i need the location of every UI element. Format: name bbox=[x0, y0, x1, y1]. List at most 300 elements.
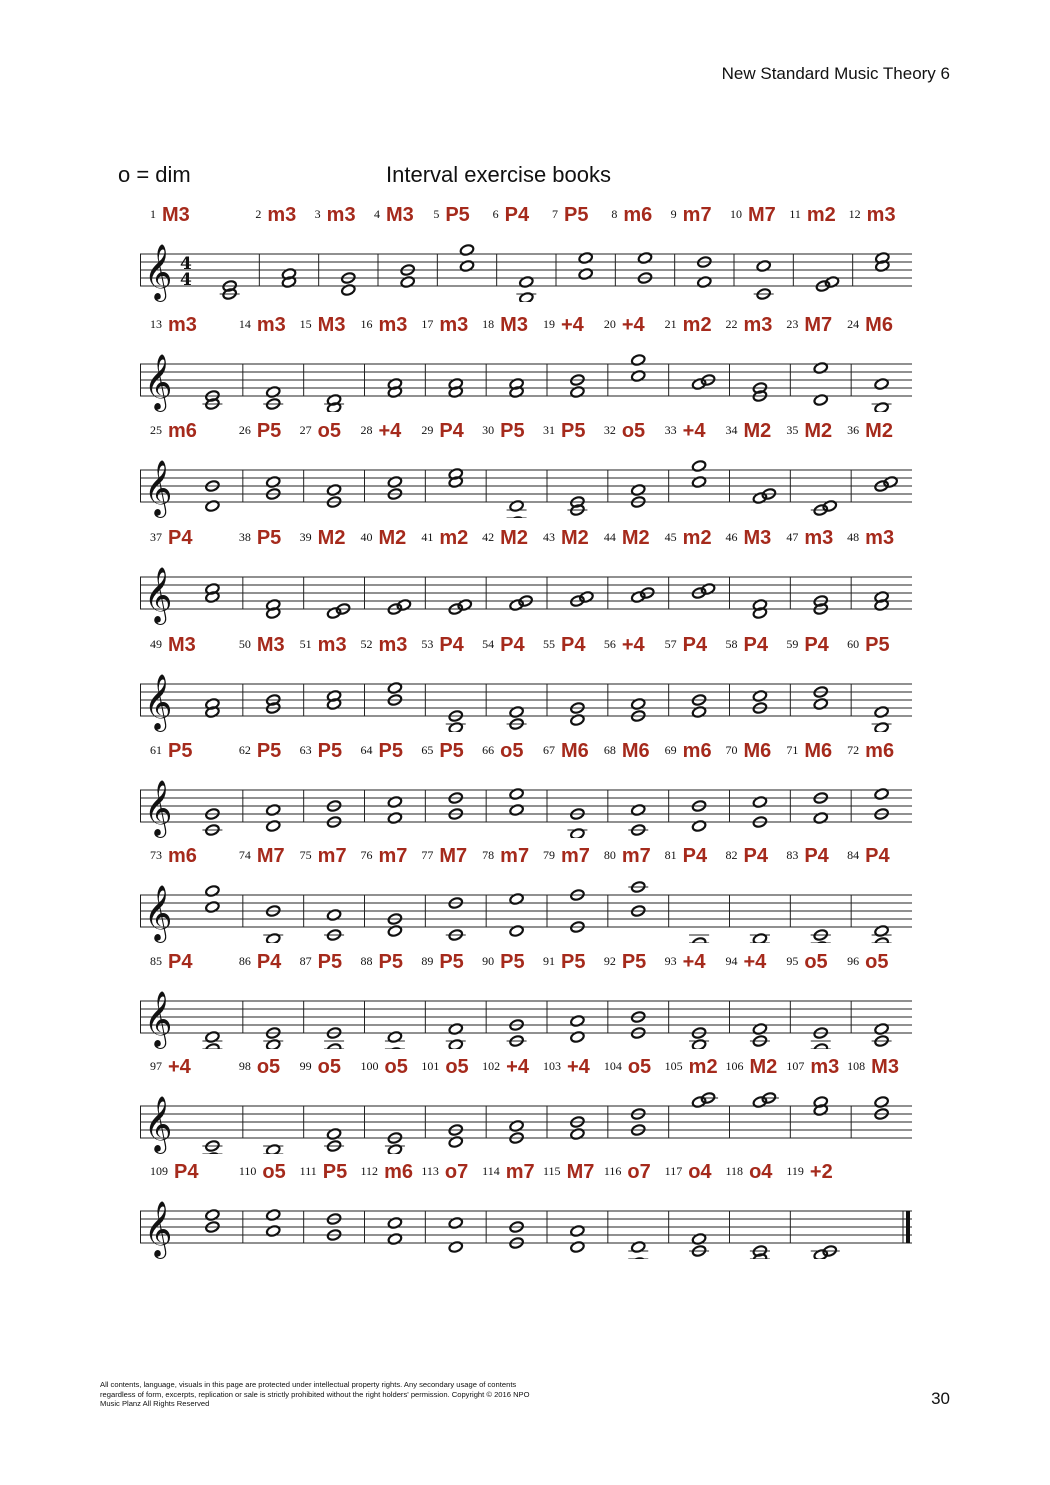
interval-label: P5 bbox=[621, 951, 647, 973]
measure-number: 97 bbox=[150, 1059, 162, 1073]
interval-label: M2 bbox=[378, 527, 407, 549]
measure-number: 66 bbox=[482, 743, 495, 757]
interval-label: m2 bbox=[682, 527, 712, 549]
interval-notes bbox=[752, 796, 767, 829]
interval-label: P4 bbox=[804, 634, 829, 656]
measure-label bbox=[847, 420, 893, 443]
measure-label bbox=[847, 634, 889, 657]
measure-label bbox=[786, 527, 833, 550]
interval-notes bbox=[750, 933, 770, 943]
interval-label: m7 bbox=[378, 845, 408, 867]
interval-label: +4 bbox=[743, 951, 767, 973]
whole-note bbox=[874, 722, 889, 732]
staff-system bbox=[140, 951, 912, 1049]
measure-number: 69 bbox=[664, 743, 677, 757]
measure-number: 65 bbox=[421, 743, 434, 757]
interval-label: P4 bbox=[439, 634, 464, 656]
interval-label: m2 bbox=[806, 204, 836, 226]
measure-label bbox=[730, 204, 776, 227]
interval-notes bbox=[811, 1027, 831, 1049]
interval-notes bbox=[570, 702, 585, 727]
interval-label: P5 bbox=[439, 951, 464, 973]
measure-label bbox=[665, 1056, 718, 1079]
interval-label: P5 bbox=[564, 204, 589, 226]
measure-label bbox=[300, 740, 342, 763]
interval-label: +4 bbox=[621, 634, 645, 656]
measure-label bbox=[239, 1161, 286, 1184]
measure-label bbox=[604, 634, 645, 657]
measure-number: 35 bbox=[786, 423, 799, 437]
interval-label: m3 bbox=[168, 314, 197, 336]
measure-number: 34 bbox=[725, 423, 738, 437]
interval-label: o5 bbox=[865, 951, 889, 973]
measure-label bbox=[726, 314, 773, 337]
whole-note bbox=[326, 1043, 341, 1049]
interval-label: o5 bbox=[621, 420, 646, 442]
measure-label bbox=[665, 634, 707, 657]
interval-notes bbox=[813, 595, 828, 616]
measure-label bbox=[604, 845, 651, 868]
measure-number: 108 bbox=[847, 1059, 866, 1073]
interval-notes bbox=[459, 244, 474, 273]
page-number: 30 bbox=[931, 1389, 950, 1408]
measure-label bbox=[421, 1161, 468, 1184]
whole-note bbox=[448, 722, 463, 732]
measure-labels bbox=[140, 314, 912, 344]
measure-number: 89 bbox=[421, 954, 434, 968]
interval-notes bbox=[872, 378, 892, 412]
measure-number: 119 bbox=[786, 1164, 804, 1178]
measure-label bbox=[665, 420, 706, 443]
measure-label bbox=[726, 527, 772, 550]
measure-label bbox=[361, 420, 402, 443]
interval-label: m3 bbox=[866, 204, 896, 226]
measure-number: 41 bbox=[421, 530, 434, 544]
interval-label: +4 bbox=[378, 420, 402, 442]
interval-notes bbox=[263, 1144, 283, 1154]
interval-label: M6 bbox=[743, 740, 772, 762]
interval-notes bbox=[874, 591, 889, 612]
measure-label bbox=[300, 314, 346, 337]
measure-label bbox=[421, 420, 463, 443]
measure-label bbox=[665, 527, 712, 550]
staff bbox=[140, 770, 912, 838]
interval-notes bbox=[387, 913, 402, 938]
interval-notes bbox=[326, 603, 350, 620]
measure-label bbox=[786, 420, 832, 443]
measure-number: 86 bbox=[238, 954, 251, 968]
measure-number: 92 bbox=[603, 954, 616, 968]
measure-label bbox=[300, 634, 347, 657]
interval-label: M7 bbox=[256, 845, 285, 867]
measure-number: 31 bbox=[543, 423, 555, 437]
whole-note bbox=[752, 933, 767, 943]
interval-label: P5 bbox=[256, 420, 282, 442]
measure-label bbox=[482, 420, 524, 443]
interval-label: m7 bbox=[505, 1161, 535, 1183]
measure-number: 22 bbox=[725, 317, 738, 331]
interval-label: M2 bbox=[561, 527, 589, 549]
interval-label: M2 bbox=[500, 527, 528, 549]
interval-notes bbox=[578, 252, 593, 281]
measure-number: 84 bbox=[847, 848, 860, 862]
interval-label: +4 bbox=[621, 314, 645, 336]
interval-notes bbox=[509, 1120, 524, 1145]
measure-number: 75 bbox=[299, 848, 312, 862]
measure-label bbox=[421, 527, 468, 550]
whole-note bbox=[691, 937, 706, 943]
whole-note bbox=[691, 1039, 706, 1049]
interval-label: P5 bbox=[561, 951, 586, 973]
interval-label: m3 bbox=[378, 314, 408, 336]
interval-notes bbox=[874, 788, 889, 821]
measure-number: 5 bbox=[433, 207, 440, 221]
interval-notes bbox=[205, 480, 220, 513]
measure-label bbox=[361, 527, 407, 550]
measure-label bbox=[849, 204, 896, 227]
measure-number: 91 bbox=[543, 954, 555, 968]
interval-notes bbox=[811, 929, 831, 943]
interval-notes bbox=[266, 599, 281, 620]
staff bbox=[140, 234, 912, 302]
measure-number: 64 bbox=[360, 743, 373, 757]
measure-number: 24 bbox=[847, 317, 860, 331]
interval-label: m2 bbox=[439, 527, 469, 549]
measure-label bbox=[847, 527, 894, 550]
measure-number: 40 bbox=[360, 530, 373, 544]
measure-number: 2 bbox=[255, 207, 262, 221]
measure-labels bbox=[140, 204, 912, 234]
measure-number: 113 bbox=[421, 1164, 439, 1178]
measure-label bbox=[726, 1056, 778, 1079]
measure-label bbox=[150, 951, 192, 974]
interval-label: m6 bbox=[682, 740, 712, 762]
time-signature-bottom: 4 bbox=[180, 270, 192, 290]
measure-label bbox=[239, 951, 281, 974]
header-title: New Standard Music Theory 6 bbox=[721, 64, 950, 83]
staff-system bbox=[140, 314, 912, 412]
interval-notes bbox=[697, 256, 712, 289]
measure-label bbox=[611, 204, 652, 227]
interval-notes bbox=[872, 706, 892, 732]
measure-label bbox=[847, 740, 894, 763]
measure-number: 49 bbox=[150, 637, 162, 651]
measure-label bbox=[482, 314, 528, 337]
measure-number: 46 bbox=[725, 530, 738, 544]
interval-notes bbox=[872, 1023, 892, 1048]
measure-number: 99 bbox=[299, 1059, 312, 1073]
interval-notes bbox=[266, 476, 281, 501]
interval-label: P5 bbox=[168, 740, 193, 762]
whole-note bbox=[266, 1144, 281, 1154]
measure-label bbox=[300, 420, 341, 443]
measure-label bbox=[604, 314, 645, 337]
interval-notes bbox=[448, 1124, 463, 1149]
interval-label: m2 bbox=[688, 1056, 718, 1078]
measure-label bbox=[361, 634, 408, 657]
measure-labels bbox=[140, 634, 912, 664]
interval-notes bbox=[752, 599, 767, 620]
measure-number: 11 bbox=[789, 207, 801, 221]
measure-label bbox=[671, 204, 712, 227]
interval-label: P4 bbox=[504, 204, 530, 226]
measure-label bbox=[433, 204, 469, 227]
measure-number: 95 bbox=[786, 954, 799, 968]
interval-notes bbox=[691, 460, 706, 489]
measure-label bbox=[239, 634, 285, 657]
measure-label bbox=[315, 204, 356, 227]
measure-label bbox=[543, 1161, 594, 1184]
interval-label: P4 bbox=[743, 845, 768, 867]
interval-label: P5 bbox=[256, 527, 282, 549]
interval-notes bbox=[263, 905, 283, 943]
interval-notes bbox=[341, 272, 356, 297]
measure-number: 94 bbox=[725, 954, 738, 968]
measure-number: 62 bbox=[238, 743, 251, 757]
measure-label bbox=[786, 951, 827, 974]
measure-number: 9 bbox=[670, 207, 677, 221]
interval-label: P4 bbox=[174, 1161, 199, 1183]
interval-notes bbox=[266, 694, 281, 715]
interval-notes bbox=[324, 909, 344, 942]
interval-label: P5 bbox=[317, 740, 343, 762]
interval-label: P5 bbox=[256, 740, 282, 762]
staff bbox=[140, 1191, 912, 1259]
interval-label: P5 bbox=[322, 1161, 348, 1183]
interval-label: o5 bbox=[317, 420, 341, 442]
measure-label bbox=[421, 845, 467, 868]
interval-label: m3 bbox=[865, 527, 895, 549]
interval-label: P4 bbox=[743, 634, 768, 656]
interval-notes bbox=[400, 264, 415, 289]
measure-number: 85 bbox=[150, 954, 162, 968]
measure-number: 82 bbox=[725, 848, 738, 862]
measure-number: 53 bbox=[421, 637, 434, 651]
measure-label bbox=[482, 951, 524, 974]
measure-label bbox=[604, 951, 646, 974]
measure-number: 26 bbox=[238, 423, 251, 437]
measure-number: 51 bbox=[299, 637, 312, 651]
measure-label bbox=[255, 204, 296, 227]
interval-label: M6 bbox=[804, 740, 833, 762]
measure-label bbox=[239, 1056, 280, 1079]
interval-label: +4 bbox=[567, 1056, 590, 1078]
interval-notes bbox=[813, 362, 828, 407]
interval-label: o5 bbox=[256, 1056, 281, 1078]
measure-label bbox=[150, 634, 196, 657]
measure-label bbox=[482, 1056, 529, 1079]
interval-label: +4 bbox=[168, 1056, 191, 1078]
measure-label bbox=[726, 845, 768, 868]
interval-notes bbox=[202, 390, 222, 411]
interval-label: m3 bbox=[267, 204, 297, 226]
measure-label bbox=[665, 740, 712, 763]
measure-label bbox=[726, 1161, 773, 1184]
measure-label bbox=[239, 314, 286, 337]
measure-number: 115 bbox=[543, 1164, 561, 1178]
staff-system bbox=[140, 527, 912, 625]
time-signature-top: 4 bbox=[180, 254, 192, 274]
measure-label bbox=[786, 740, 832, 763]
measure-label bbox=[482, 527, 528, 550]
interval-notes bbox=[811, 1245, 840, 1259]
measure-number: 116 bbox=[603, 1164, 622, 1178]
whole-note bbox=[570, 828, 585, 838]
measure-number: 54 bbox=[482, 637, 495, 651]
measure-label bbox=[847, 314, 893, 337]
interval-notes bbox=[326, 484, 341, 509]
measure-number: 28 bbox=[360, 423, 373, 437]
interval-label: M3 bbox=[256, 634, 285, 656]
interval-label: M3 bbox=[162, 204, 190, 226]
interval-label: m7 bbox=[500, 845, 530, 867]
interval-label: +4 bbox=[561, 314, 584, 336]
final-barline bbox=[906, 1211, 910, 1243]
measure-number: 87 bbox=[299, 954, 312, 968]
interval-label: M3 bbox=[386, 204, 414, 226]
measure-label bbox=[239, 420, 281, 443]
staff-system bbox=[140, 420, 912, 518]
measure-number: 42 bbox=[482, 530, 495, 544]
measure-label bbox=[361, 845, 408, 868]
measure-number: 25 bbox=[150, 423, 162, 437]
measure-number: 23 bbox=[786, 317, 799, 331]
measure-label bbox=[604, 740, 650, 763]
measure-number: 63 bbox=[299, 743, 312, 757]
interval-label: M3 bbox=[871, 1056, 899, 1078]
staff bbox=[140, 875, 912, 943]
interval-label: P5 bbox=[561, 420, 586, 442]
staff bbox=[140, 664, 912, 732]
measure-number: 14 bbox=[238, 317, 251, 331]
interval-notes bbox=[752, 690, 767, 715]
measure-number: 37 bbox=[150, 530, 162, 544]
interval-notes bbox=[324, 1027, 344, 1049]
measure-number: 67 bbox=[543, 743, 555, 757]
measure-number: 7 bbox=[552, 207, 558, 221]
staff-system bbox=[140, 1056, 912, 1154]
measure-label bbox=[604, 420, 645, 443]
interval-notes bbox=[326, 690, 341, 711]
interval-label: M3 bbox=[317, 314, 346, 336]
measure-number: 20 bbox=[603, 317, 616, 331]
measure-label bbox=[150, 527, 192, 550]
measure-label bbox=[300, 951, 342, 974]
interval-label: P4 bbox=[256, 951, 282, 973]
interval-notes bbox=[507, 706, 527, 731]
staff-system bbox=[140, 204, 912, 302]
interval-label: m3 bbox=[326, 204, 356, 226]
interval-notes bbox=[509, 788, 524, 817]
measure-number: 106 bbox=[725, 1059, 744, 1073]
measure-label bbox=[665, 951, 706, 974]
treble-clef-icon: 𝄞 bbox=[144, 885, 173, 941]
copyright-notice: All contents, language, visuals in this page are protected under intellectual property rights. Any secondary usage of contents regardless of form, excerpts, replication or sale is strictly prohibited without the right holders' permission. Copyright © 2016 NPO Music Planz All Rights Reserved bbox=[100, 1380, 530, 1408]
measure-number: 101 bbox=[421, 1059, 440, 1073]
treble-clef-icon: 𝄞 bbox=[144, 674, 173, 730]
interval-notes bbox=[570, 1015, 585, 1044]
measure-label bbox=[543, 845, 590, 868]
measure-label bbox=[786, 1161, 832, 1184]
interval-label: m3 bbox=[804, 527, 834, 549]
treble-clef-icon: 𝄞 bbox=[144, 1096, 173, 1152]
measure-label bbox=[482, 845, 529, 868]
interval-label: M3 bbox=[743, 527, 772, 549]
measure-number: 80 bbox=[603, 848, 616, 862]
interval-label: o5 bbox=[445, 1056, 469, 1078]
staff bbox=[140, 344, 912, 412]
measure-number: 43 bbox=[543, 530, 555, 544]
measure-labels bbox=[140, 845, 912, 875]
interval-notes bbox=[567, 496, 587, 517]
measure-number: 6 bbox=[492, 207, 499, 221]
measure-labels bbox=[140, 527, 912, 557]
measure-label bbox=[847, 1056, 899, 1079]
measure-label bbox=[421, 740, 463, 763]
measure-label bbox=[604, 1161, 651, 1184]
measure-number: 59 bbox=[786, 637, 799, 651]
measure-number: 18 bbox=[482, 317, 495, 331]
interval-notes bbox=[689, 1233, 709, 1258]
treble-clef-icon: 𝄞 bbox=[144, 780, 173, 836]
interval-label: m3 bbox=[810, 1056, 840, 1078]
measure-label bbox=[421, 1056, 468, 1079]
interval-label: M7 bbox=[566, 1161, 595, 1183]
interval-label: m6 bbox=[168, 845, 197, 867]
measure-labels bbox=[140, 951, 912, 981]
measure-number: 36 bbox=[847, 423, 860, 437]
interval-notes bbox=[570, 374, 585, 399]
measure-number: 110 bbox=[238, 1164, 257, 1178]
measure-label bbox=[150, 1056, 191, 1079]
interval-label: M3 bbox=[168, 634, 196, 656]
interval-notes bbox=[509, 893, 524, 938]
measure-number: 21 bbox=[664, 317, 677, 331]
measure-number: 83 bbox=[786, 848, 799, 862]
interval-notes bbox=[220, 280, 240, 301]
interval-notes bbox=[266, 804, 281, 833]
interval-label: P4 bbox=[865, 845, 890, 867]
whole-note bbox=[519, 292, 534, 302]
interval-notes bbox=[387, 796, 402, 825]
interval-label: o5 bbox=[500, 740, 524, 762]
measure-label bbox=[300, 1056, 341, 1079]
measure-labels bbox=[140, 1056, 912, 1086]
interval-label: m6 bbox=[384, 1161, 413, 1183]
measure-label bbox=[786, 634, 828, 657]
interval-label: +4 bbox=[506, 1056, 529, 1078]
interval-notes bbox=[266, 1209, 281, 1238]
interval-notes bbox=[813, 686, 828, 711]
interval-label: M7 bbox=[748, 204, 776, 226]
treble-clef-icon: 𝄞 bbox=[144, 244, 173, 300]
interval-label: +4 bbox=[682, 951, 706, 973]
measure-label bbox=[726, 740, 772, 763]
interval-label: M7 bbox=[804, 314, 833, 336]
measure-label bbox=[847, 951, 888, 974]
whole-note bbox=[813, 1249, 828, 1259]
measure-number: 3 bbox=[314, 207, 321, 221]
measure-number: 90 bbox=[482, 954, 495, 968]
measure-label bbox=[361, 740, 403, 763]
interval-notes bbox=[689, 1027, 709, 1049]
treble-clef-icon: 𝄞 bbox=[144, 354, 173, 410]
measure-label bbox=[421, 951, 463, 974]
interval-label: o4 bbox=[688, 1161, 712, 1183]
measure-label bbox=[150, 204, 190, 227]
measure-number: 70 bbox=[725, 743, 738, 757]
interval-label: P4 bbox=[439, 420, 464, 442]
